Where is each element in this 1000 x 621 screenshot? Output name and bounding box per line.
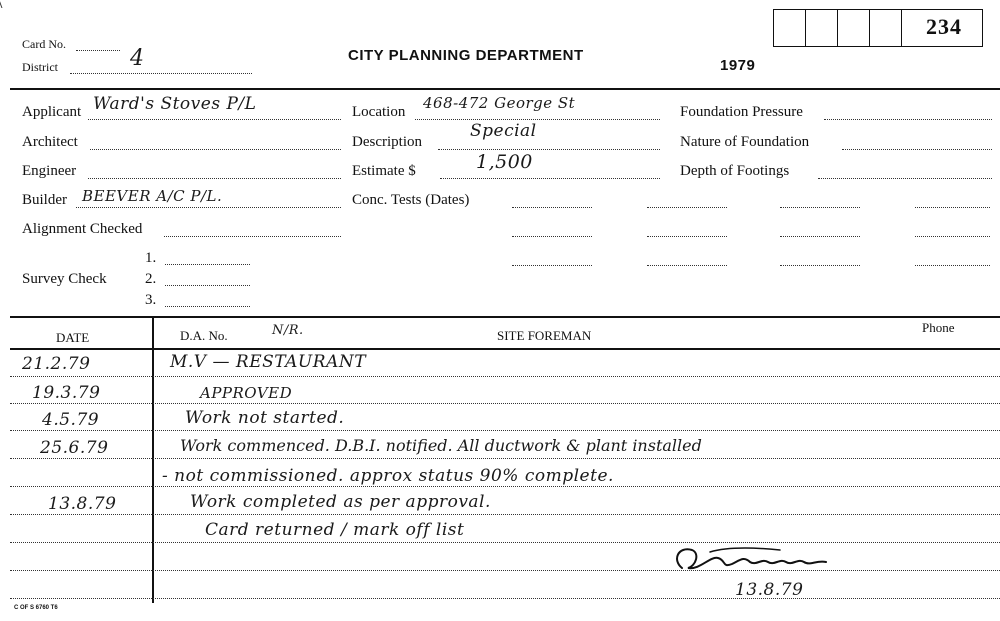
district-label: District bbox=[22, 60, 58, 74]
foundation-pressure-label: Foundation Pressure bbox=[680, 104, 803, 120]
corner-mark bbox=[0, 0, 8, 8]
estimate-label: Estimate $ bbox=[352, 163, 416, 179]
log-text-4: Work commenced. D.B.I. notified. All ductwork & plant installed bbox=[180, 436, 702, 455]
architect-line bbox=[90, 149, 341, 150]
survey-label: Survey Check bbox=[22, 271, 107, 287]
conc-line-3a bbox=[512, 265, 592, 266]
log-line-7 bbox=[10, 542, 1000, 543]
date-header: DATE bbox=[56, 330, 90, 345]
log-line-2 bbox=[10, 403, 1000, 404]
log-line-8 bbox=[10, 570, 1000, 571]
estimate-value: 1,500 bbox=[476, 151, 533, 173]
log-top-rule bbox=[10, 316, 1000, 318]
depth-footings-line bbox=[818, 178, 992, 179]
engineer-label: Engineer bbox=[22, 163, 77, 179]
log-header-rule bbox=[10, 348, 1000, 350]
top-rule bbox=[10, 88, 1000, 90]
conc-line-3d bbox=[915, 265, 990, 266]
alignment-line bbox=[164, 236, 341, 237]
log-text-7: Card returned / mark off list bbox=[205, 520, 465, 540]
log-line-1 bbox=[10, 376, 1000, 377]
description-value: Special bbox=[470, 121, 537, 141]
log-text-3: Work not started. bbox=[185, 408, 345, 428]
conc-line-2d bbox=[915, 236, 990, 237]
conc-line-2c bbox=[780, 236, 860, 237]
log-date-3: 4.5.79 bbox=[42, 410, 100, 430]
log-line-9 bbox=[10, 598, 1000, 599]
log-date-2: 19.3.79 bbox=[32, 383, 101, 403]
phone-label: Phone bbox=[922, 320, 955, 335]
location-label: Location bbox=[352, 104, 406, 120]
foundation-pressure-line bbox=[824, 119, 992, 120]
nature-foundation-line bbox=[842, 149, 992, 150]
signature-date: 13.8.79 bbox=[735, 580, 804, 600]
depth-footings-label: Depth of Footings bbox=[680, 163, 790, 179]
applicant-label: Applicant bbox=[22, 104, 82, 120]
survey-line-2 bbox=[165, 285, 250, 286]
conc-line-1d bbox=[915, 207, 990, 208]
district-value: 4 bbox=[130, 46, 145, 71]
survey-item-1: 1. bbox=[145, 250, 157, 266]
form-code: C OF S 6760 T6 bbox=[14, 605, 58, 611]
conc-line-2a bbox=[512, 236, 592, 237]
card-no-label: Card No. bbox=[22, 37, 66, 51]
log-line-6 bbox=[10, 514, 1000, 515]
architect-label: Architect bbox=[22, 134, 78, 150]
applicant-value: Ward's Stoves P/L bbox=[93, 94, 257, 114]
conc-line-3b bbox=[647, 265, 727, 266]
applicant-line bbox=[88, 119, 341, 120]
da-no-label: D.A. No. bbox=[180, 328, 228, 343]
nature-foundation-label: Nature of Foundation bbox=[680, 134, 810, 150]
site-foreman-label: SITE FOREMAN bbox=[497, 328, 592, 343]
survey-item-2: 2. bbox=[145, 271, 157, 287]
survey-line-1 bbox=[165, 264, 250, 265]
description-line bbox=[438, 149, 660, 150]
conc-line-1a bbox=[512, 207, 592, 208]
location-value: 468-472 George St bbox=[423, 94, 576, 112]
card-number: 234 bbox=[926, 14, 962, 39]
engineer-line bbox=[88, 178, 341, 179]
log-text-6: Work completed as per approval. bbox=[190, 492, 491, 512]
log-date-6: 13.8.79 bbox=[48, 494, 117, 514]
conc-tests-label: Conc. Tests (Dates) bbox=[352, 192, 470, 208]
survey-line-3 bbox=[165, 306, 250, 307]
district-line bbox=[70, 73, 252, 74]
conc-line-3c bbox=[780, 265, 860, 266]
builder-value: BEEVER A/C P/L. bbox=[82, 187, 223, 205]
location-line bbox=[415, 119, 660, 120]
log-line-5 bbox=[10, 486, 1000, 487]
conc-line-1b bbox=[647, 207, 727, 208]
description-label: Description bbox=[352, 134, 422, 150]
survey-item-3: 3. bbox=[145, 292, 157, 308]
log-text-2: APPROVED bbox=[200, 384, 293, 402]
year-label: 1979 bbox=[720, 57, 756, 74]
log-column-divider bbox=[152, 316, 154, 603]
log-date-4: 25.6.79 bbox=[40, 438, 109, 458]
builder-line bbox=[76, 207, 341, 208]
log-text-1: M.V — RESTAURANT bbox=[170, 352, 367, 372]
signature bbox=[670, 538, 840, 578]
department-title: CITY PLANNING DEPARTMENT bbox=[348, 47, 584, 64]
estimate-line bbox=[440, 178, 660, 179]
conc-line-1c bbox=[780, 207, 860, 208]
log-date-1: 21.2.79 bbox=[22, 354, 91, 374]
log-line-4 bbox=[10, 458, 1000, 459]
log-text-5: - not commissioned. approx status 90% complete. bbox=[162, 466, 614, 486]
da-no-value: N/R. bbox=[272, 323, 304, 338]
card-no-line bbox=[76, 50, 120, 51]
conc-line-2b bbox=[647, 236, 727, 237]
builder-label: Builder bbox=[22, 192, 67, 208]
alignment-label: Alignment Checked bbox=[22, 221, 143, 237]
log-line-3 bbox=[10, 430, 1000, 431]
